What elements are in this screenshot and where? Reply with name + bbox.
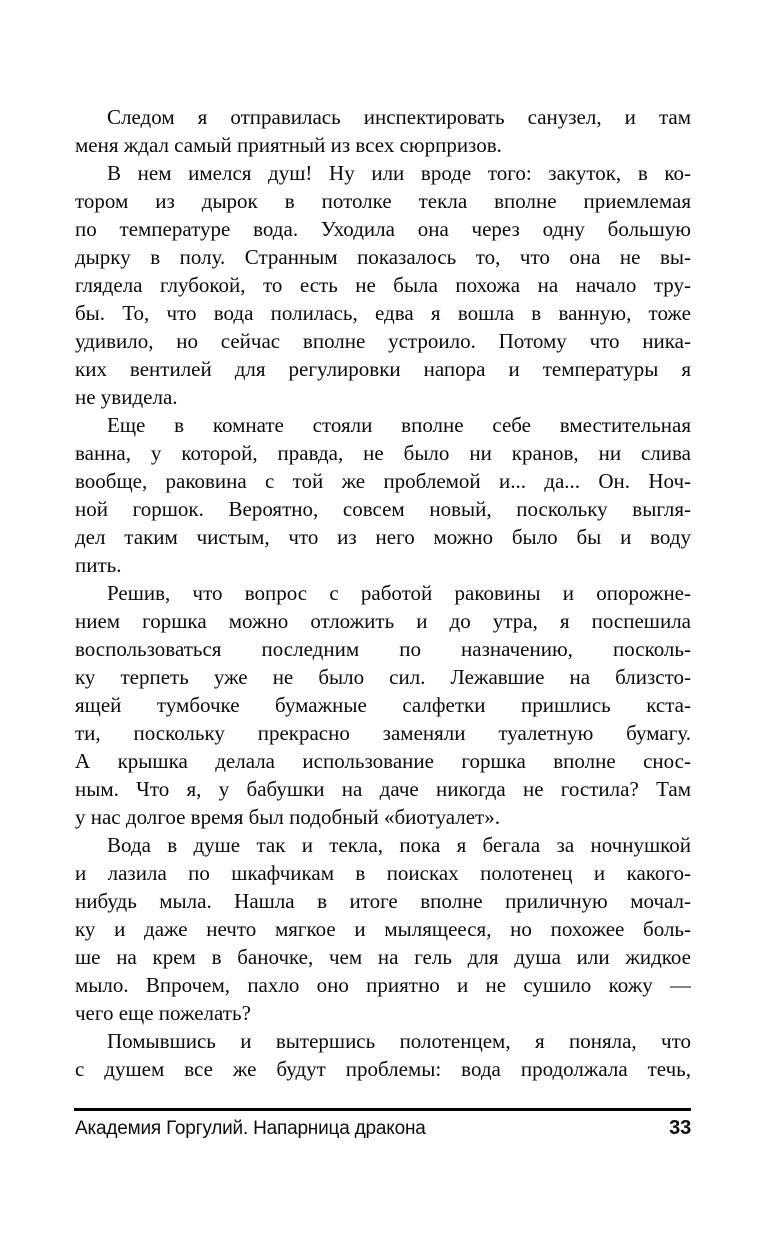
text-line: нием горшка можно отложить и до утра, я поспешила bbox=[75, 609, 691, 633]
paragraph bbox=[75, 579, 691, 831]
text-line: ящей тумбочке бумажные салфетки пришлись кста- bbox=[75, 693, 691, 717]
text-line: пить. bbox=[75, 553, 122, 577]
text-line: Еще в комнате стояли вполне себе вместительная bbox=[107, 413, 691, 437]
text-line: А крышка делала использование горшка вполне снос- bbox=[75, 749, 691, 773]
text-line: ной горшок. Вероятно, совсем новый, поскольку выгля- bbox=[75, 497, 691, 521]
paragraph bbox=[75, 159, 691, 411]
text-line: не увидела. bbox=[75, 385, 178, 409]
text-line: по температуре вода. Уходила она через одну большую bbox=[75, 217, 691, 241]
text-line: ванна, у которой, правда, не было ни кранов, ни слива bbox=[75, 441, 691, 465]
text-line: ких вентилей для регулировки напора и температуры я bbox=[75, 357, 691, 381]
text-line: дел таким чистым, что из него можно было бы и воду bbox=[75, 525, 691, 549]
text-line: меня ждал самый приятный из всех сюрпризов. bbox=[75, 133, 502, 157]
page-text-block bbox=[75, 103, 691, 1083]
text-line: мыло. Впрочем, пахло оно приятно и не сушило кожу — bbox=[75, 973, 691, 997]
footer-divider bbox=[74, 1108, 691, 1111]
running-title: Академия Горгулий. Напарница дракона bbox=[75, 1118, 426, 1139]
text-line: Вода в душе так и текла, пока я бегала за ночнушкой bbox=[107, 833, 691, 857]
text-line: ным. Что я, у бабушки на даче никогда не гостила? Там bbox=[75, 777, 691, 801]
paragraph bbox=[75, 1027, 691, 1083]
text-line: у нас долгое время был подобный «биотуалет». bbox=[75, 805, 500, 829]
text-line: бы. То, что вода полилась, едва я вошла в ванную, тоже bbox=[75, 301, 691, 325]
text-line: воспользоваться последним по назначению, посколь- bbox=[75, 637, 691, 661]
text-line: и лазила по шкафчикам в поисках полотенец и какого- bbox=[75, 861, 691, 885]
text-line: с душем все же будут проблемы: вода продолжала течь, bbox=[75, 1057, 691, 1081]
text-line: Решив, что вопрос с работой раковины и опорожне- bbox=[107, 581, 691, 605]
text-line: ше на крем в баночке, чем на гель для душа или жидкое bbox=[75, 945, 691, 969]
paragraph bbox=[75, 831, 691, 1027]
text-line: нибудь мыла. Нашла в итоге вполне приличную мочал- bbox=[75, 889, 691, 913]
text-line: ти, поскольку прекрасно заменяли туалетную бумагу. bbox=[75, 721, 691, 745]
text-line: дырку в полу. Странным показалось то, что она не вы- bbox=[75, 245, 691, 269]
text-line: Следом я отправилась инспектировать санузел, и там bbox=[107, 105, 691, 129]
text-line: удивило, но сейчас вполне устроило. Потому что ника- bbox=[75, 329, 691, 353]
page-footer bbox=[75, 1117, 691, 1140]
text-line: тором из дырок в потолке текла вполне приемлемая bbox=[75, 189, 691, 213]
text-line: вообще, раковина с той же проблемой и... да... Он. Ноч- bbox=[75, 469, 691, 493]
text-line: ку терпеть уже не было сил. Лежавшие на близсто- bbox=[75, 665, 691, 689]
text-line: чего еще пожелать? bbox=[75, 1001, 251, 1025]
paragraph bbox=[75, 103, 691, 159]
text-line: Помывшись и вытершись полотенцем, я поняла, что bbox=[107, 1029, 691, 1053]
text-line: ку и даже нечто мягкое и мылящееся, но похожее боль- bbox=[75, 917, 691, 941]
text-line: глядела глубокой, то есть не была похожа на начало тру- bbox=[75, 273, 691, 297]
page-number: 33 bbox=[669, 1117, 691, 1139]
paragraph bbox=[75, 411, 691, 579]
text-line: В нем имелся душ! Ну или вроде того: закуток, в ко- bbox=[107, 161, 691, 185]
